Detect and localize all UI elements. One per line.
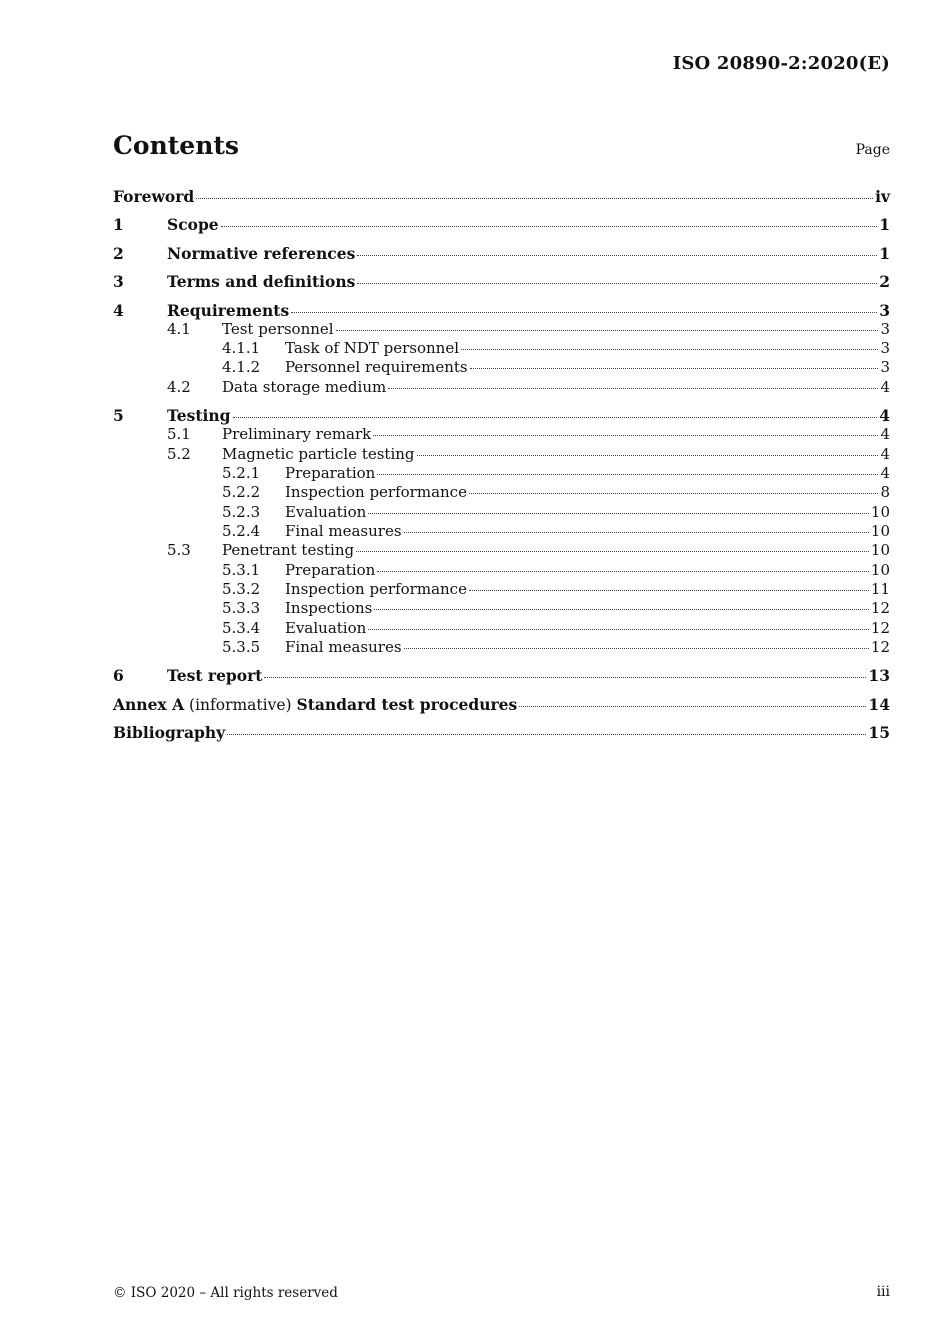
toc-entry-title: Annex A (informative) Standard test procedures	[113, 695, 518, 714]
toc-entry-number: 5.1	[167, 425, 191, 443]
toc-entry[interactable]	[113, 580, 890, 599]
toc-entry-title: Preparation	[285, 464, 376, 482]
toc-entry-title: Magnetic particle testing	[222, 445, 415, 463]
toc-entry-page: 4	[880, 425, 890, 443]
toc-entry[interactable]	[113, 541, 890, 560]
toc-entry[interactable]	[113, 723, 890, 742]
toc-entry-title: Evaluation	[285, 619, 367, 637]
dot-leader	[368, 512, 869, 514]
toc-entry-title: Penetrant testing	[222, 541, 355, 559]
toc-entry-number: 3	[113, 272, 124, 291]
dot-leader	[264, 676, 866, 678]
toc-entry-page: 3	[880, 339, 890, 357]
toc-entry-page: 11	[870, 580, 890, 598]
toc-entry[interactable]	[113, 522, 890, 541]
toc-entry-title: Final measures	[285, 522, 402, 540]
toc-entry-number: 5.3.2	[222, 580, 261, 598]
toc-entry-title: Test personnel	[222, 320, 334, 338]
document-id: ISO 20890-2:2020(E)	[672, 53, 890, 74]
toc-entry-title: Task of NDT personnel	[285, 339, 459, 357]
dot-leader	[388, 387, 878, 389]
toc-entry-number: 4.1.1	[222, 339, 261, 357]
dot-leader	[357, 254, 877, 256]
dot-leader	[357, 282, 877, 284]
dot-leader	[519, 705, 866, 707]
toc-entry-title: Final measures	[285, 638, 402, 656]
dot-leader	[404, 531, 869, 533]
dot-leader	[417, 454, 879, 456]
toc-entry[interactable]	[113, 406, 890, 425]
toc-entry-number: 6	[113, 666, 124, 685]
toc-entry-number: 5.3.1	[222, 561, 261, 579]
toc-entry-number: 5.3.5	[222, 638, 261, 656]
toc-entry-page: 15	[868, 723, 890, 742]
dot-leader	[373, 434, 878, 436]
toc-entry-number: 2	[113, 244, 124, 263]
toc-entry-number: 5	[113, 406, 124, 425]
dot-leader	[336, 329, 879, 331]
dot-leader	[233, 416, 878, 418]
toc-entry-title: Inspection performance	[285, 580, 467, 598]
toc-entry[interactable]	[113, 378, 890, 397]
toc-entry[interactable]	[113, 445, 890, 464]
toc-entry-page: 8	[880, 483, 890, 501]
dot-leader	[404, 647, 869, 649]
toc-entry[interactable]	[113, 638, 890, 657]
toc-entry-title: Normative references	[167, 244, 356, 263]
toc-entry-page: 3	[880, 358, 890, 376]
toc-entry-title: Bibliography	[113, 723, 226, 742]
toc-entry-page: 12	[870, 638, 890, 656]
page-number: iii	[876, 1284, 890, 1300]
toc-entry[interactable]	[113, 666, 890, 685]
toc-entry-title: Preparation	[285, 561, 376, 579]
dot-leader	[469, 492, 878, 494]
toc-entry[interactable]	[113, 244, 890, 263]
toc-entry[interactable]	[113, 695, 890, 714]
toc-entry-title: Data storage medium	[222, 378, 387, 396]
toc-entry[interactable]	[113, 187, 890, 206]
toc-entry-title: Personnel requirements	[285, 358, 468, 376]
dot-leader	[377, 570, 869, 572]
toc-entry[interactable]	[113, 272, 890, 291]
toc-entry-number: 4.1.2	[222, 358, 261, 376]
toc-entry-page: 1	[879, 244, 890, 263]
dot-leader	[221, 225, 878, 227]
page-column-label: Page	[855, 142, 890, 158]
toc-entry[interactable]	[113, 339, 890, 358]
dot-leader	[227, 733, 866, 735]
toc-entry-page: 4	[880, 378, 890, 396]
toc-entry[interactable]	[113, 619, 890, 638]
toc-entry[interactable]	[113, 215, 890, 234]
toc-entry-page: 13	[868, 666, 890, 685]
toc-entry-page: 10	[870, 541, 890, 559]
toc-entry-number: 5.3	[167, 541, 191, 559]
toc-entry-number: 4	[113, 301, 124, 320]
toc-entry-page: 3	[879, 301, 890, 320]
toc-entry-title: Testing	[167, 406, 231, 425]
toc-entry-title: Requirements	[167, 301, 290, 320]
toc-entry-title: Test report	[167, 666, 263, 685]
toc-entry-page: 12	[870, 619, 890, 637]
toc-entry[interactable]	[113, 599, 890, 618]
toc-entry[interactable]	[113, 320, 890, 339]
toc-entry-number: 5.2.2	[222, 483, 261, 501]
dot-leader	[196, 197, 873, 199]
toc-entry-title: Scope	[167, 215, 219, 234]
toc-entry-title: Inspection performance	[285, 483, 467, 501]
toc-entry-number: 5.3.4	[222, 619, 261, 637]
dot-leader	[377, 473, 878, 475]
dot-leader	[461, 348, 878, 350]
toc-entry-page: 1	[879, 215, 890, 234]
toc-entry[interactable]	[113, 483, 890, 502]
toc-entry-number: 5.2.4	[222, 522, 261, 540]
toc-entry-page: 4	[880, 464, 890, 482]
toc-entry-page: 4	[879, 406, 890, 425]
toc-entry-title: Preliminary remark	[222, 425, 372, 443]
toc-entry-number: 5.2	[167, 445, 191, 463]
dot-leader	[291, 311, 877, 313]
toc-entry[interactable]	[113, 425, 890, 444]
toc-entry[interactable]	[113, 561, 890, 580]
toc-entry-page: 10	[870, 503, 890, 521]
toc-entry-page: iv	[875, 187, 890, 206]
toc-entry-page: 12	[870, 599, 890, 617]
dot-leader	[469, 589, 869, 591]
toc-entry-number: 5.2.1	[222, 464, 261, 482]
toc-entry-title: Inspections	[285, 599, 373, 617]
toc-entry-title: Evaluation	[285, 503, 367, 521]
toc-entry-page: 14	[868, 695, 890, 714]
toc-entry[interactable]	[113, 503, 890, 522]
toc-entry-number: 4.1	[167, 320, 191, 338]
dot-leader	[470, 367, 879, 369]
toc-entry-number: 1	[113, 215, 124, 234]
toc-entry-page: 2	[879, 272, 890, 291]
toc-entry-number: 5.2.3	[222, 503, 261, 521]
dot-leader	[356, 550, 869, 552]
page-title: Contents	[113, 131, 240, 160]
toc-entry[interactable]	[113, 358, 890, 377]
dot-leader	[374, 608, 869, 610]
toc-entry[interactable]	[113, 464, 890, 483]
toc-entry-page: 4	[880, 445, 890, 463]
dot-leader	[368, 628, 869, 630]
toc-entry-page: 3	[880, 320, 890, 338]
toc-entry-number: 4.2	[167, 378, 191, 396]
toc-entry-number: 5.3.3	[222, 599, 261, 617]
toc-entry-title: Terms and definitions	[167, 272, 356, 291]
toc-entry-page: 10	[870, 522, 890, 540]
copyright-notice: © ISO 2020 – All rights reserved	[113, 1285, 338, 1301]
toc-entry[interactable]	[113, 301, 890, 320]
toc-entry-title: Foreword	[113, 187, 195, 206]
toc-entry-page: 10	[870, 561, 890, 579]
